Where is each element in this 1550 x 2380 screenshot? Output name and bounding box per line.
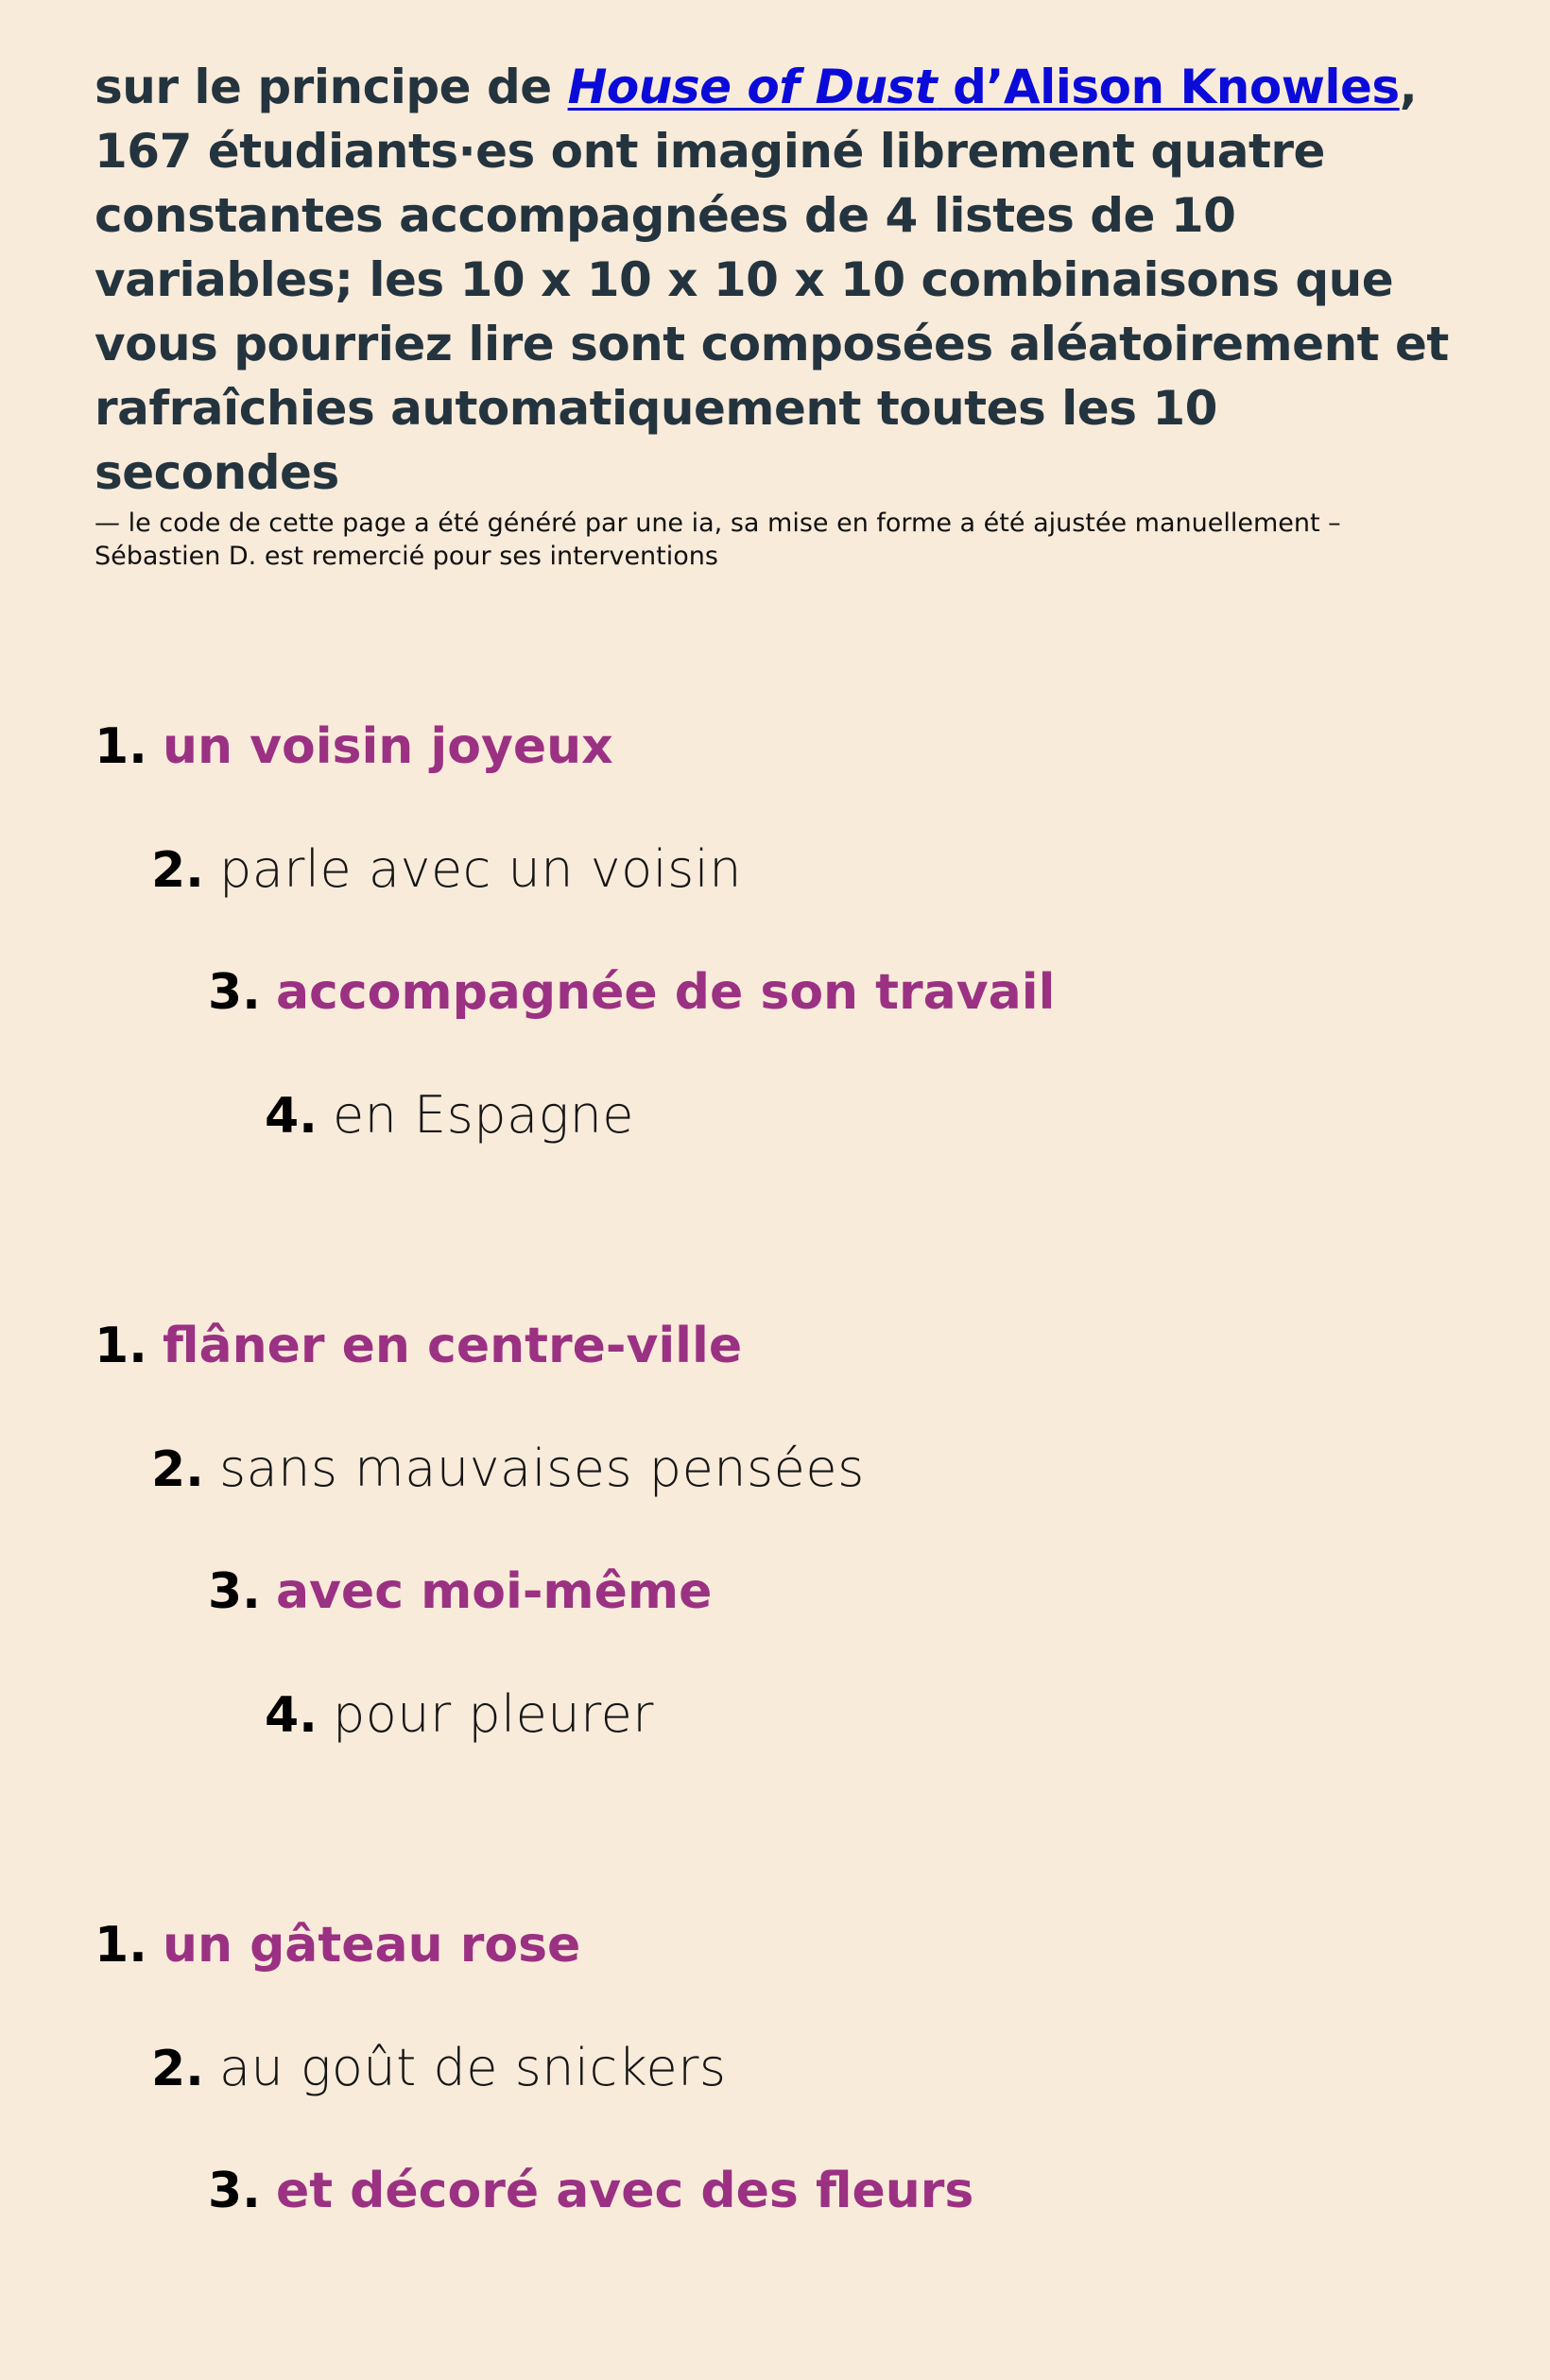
line-number: 4.: [265, 1088, 318, 1145]
intro-prefix: sur le principe de: [95, 60, 568, 114]
line-text: un voisin joyeux: [162, 718, 613, 775]
poem: [0, 705, 1550, 1197]
line-number: 3.: [208, 964, 261, 1021]
line-text: au goût de snickers: [218, 2038, 727, 2097]
house-of-dust-title[interactable]: House of Dust: [567, 60, 938, 114]
line-number: 1.: [95, 1917, 147, 1974]
line-text: flâner en centre-ville: [162, 1318, 743, 1374]
line-number: 4.: [265, 1687, 318, 1744]
poem-line-4: [0, 1673, 1550, 1796]
line-text: sans mauvaises pensées: [218, 1439, 865, 1498]
poem-line-1: [0, 705, 1550, 828]
poem-line-1: [0, 1904, 1550, 2026]
line-number: 3.: [208, 1563, 261, 1620]
line-text: en Espagne: [332, 1085, 635, 1145]
credit-note: — le code de cette page a été généré par une ia, sa mise en forme a été ajustée manuellement – Sébastien D. est remercié pour ses interventions: [95, 509, 1341, 571]
poem-line-2: [0, 1427, 1550, 1550]
poem-line-2: [0, 2026, 1550, 2149]
house-of-dust-author[interactable]: d’Alison Knowles: [937, 60, 1400, 114]
line-text: un gâteau rose: [162, 1917, 581, 1974]
intro-paragraph: [95, 55, 1474, 505]
line-number: 1.: [95, 718, 147, 775]
line-text: et décoré avec des fleurs: [275, 2163, 974, 2219]
line-text: avec moi-même: [275, 1563, 713, 1620]
poem: [0, 1904, 1550, 2272]
poem-line-3: [0, 951, 1550, 1074]
poem-line-1: [0, 1304, 1550, 1427]
line-text: pour pleurer: [332, 1684, 655, 1744]
line-number: 3.: [208, 2163, 261, 2219]
line-number: 2.: [151, 842, 204, 899]
poem-line-3: [0, 1550, 1550, 1673]
line-number: 1.: [95, 1318, 147, 1374]
line-number: 2.: [151, 1441, 204, 1498]
poem-line-4: [0, 1074, 1550, 1197]
line-number: 2.: [151, 2041, 204, 2097]
house-of-dust-link[interactable]: [568, 60, 1400, 114]
poem: [0, 1304, 1550, 1796]
poems-list: [0, 705, 1550, 2380]
line-text: parle avec un voisin: [218, 839, 742, 899]
line-text: accompagnée de son travail: [275, 964, 1056, 1021]
poem-line-3: [0, 2149, 1550, 2272]
intro-suffix: , 167 étudiants·es ont imaginé librement quatre constantes accompagnées de 4 listes de 10 variables; les 10 x 10 x 10 x 10 combinaisons que vous pourriez lire sont composées aléatoirement et rafraîchies automatiquement toutes les 10 secondes: [95, 60, 1449, 500]
poem-line-2: [0, 828, 1550, 951]
